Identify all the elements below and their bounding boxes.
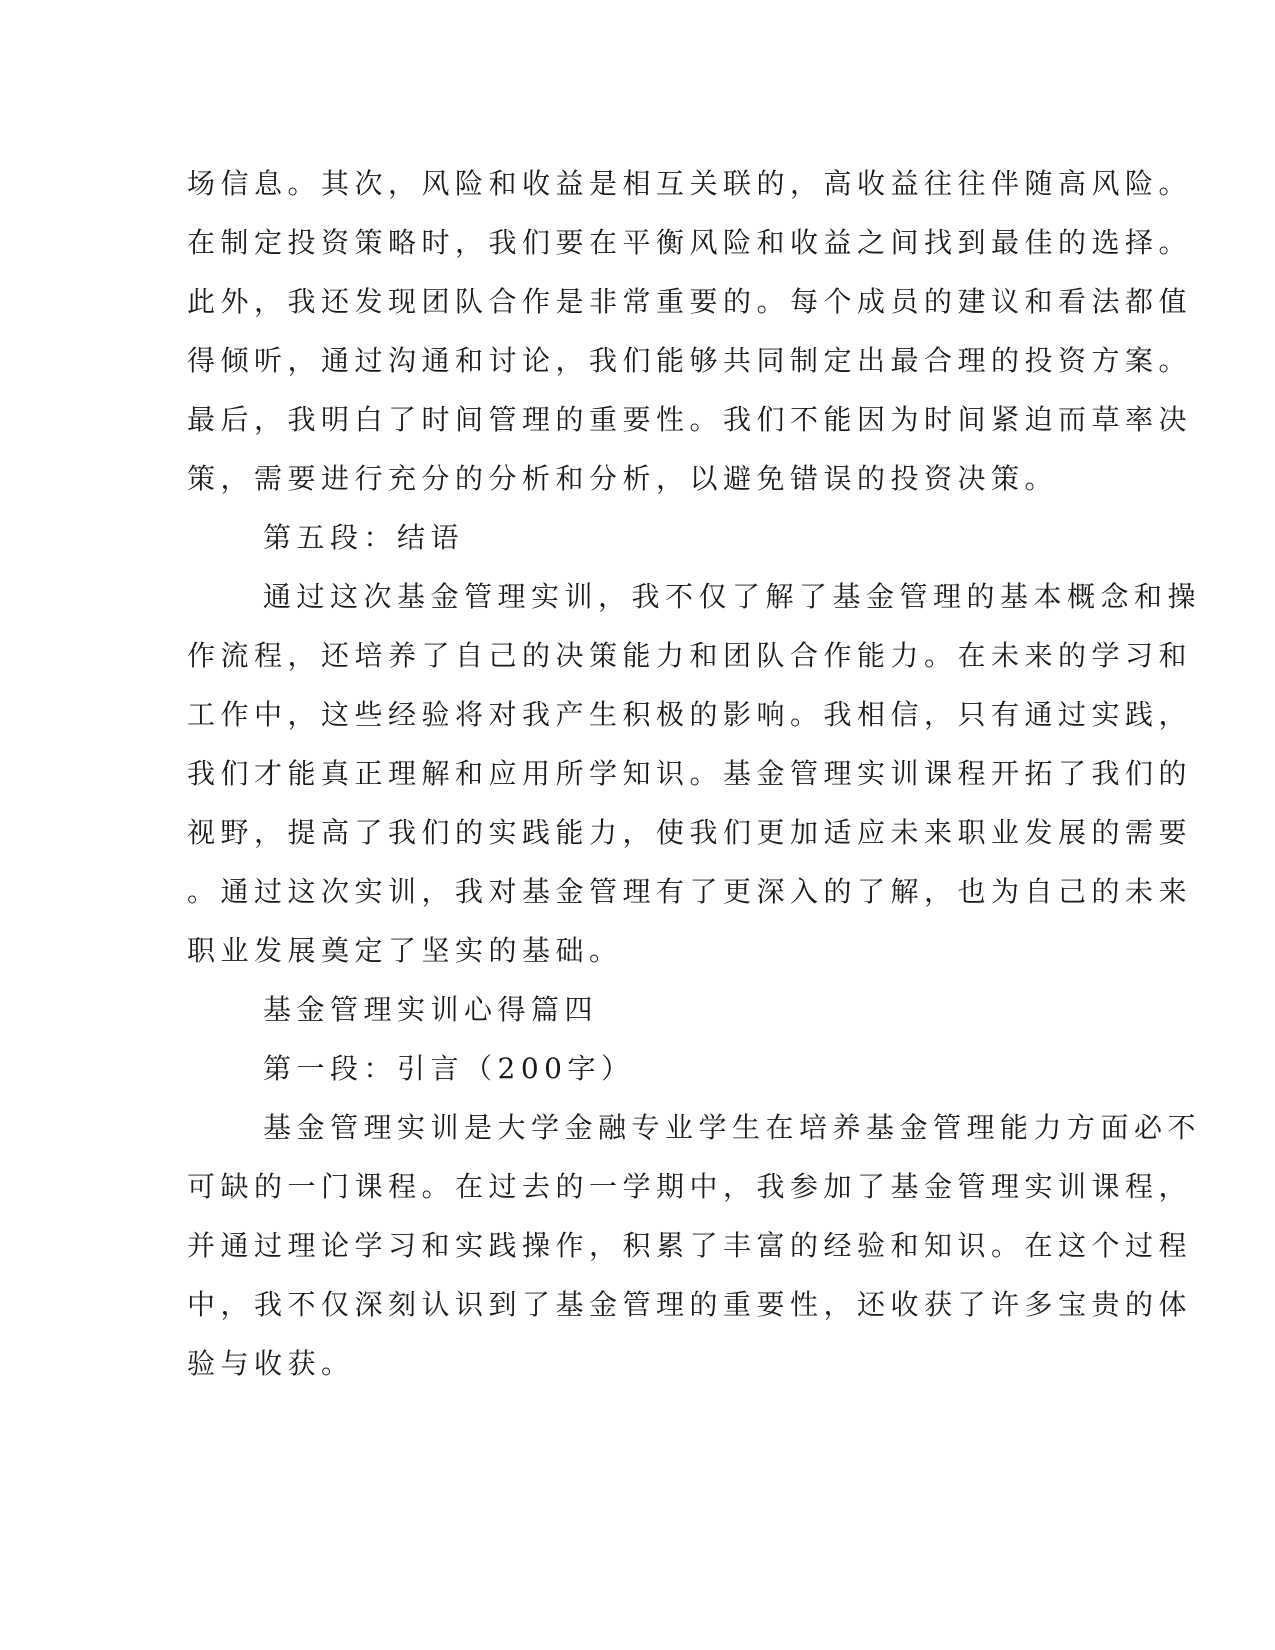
text-line: 我们才能真正理解和应用所学知识。基金管理实训课程开拓了我们的 xyxy=(187,757,1193,790)
text-line: 得倾听，通过沟通和讨论，我们能够共同制定出最合理的投资方案。 xyxy=(187,344,1193,377)
text-line: 通过这次基金管理实训，我不仅了解了基金管理的基本概念和操 xyxy=(263,580,1202,613)
text-line: 并通过理论学习和实践操作，积累了丰富的经验和知识。在这个过程 xyxy=(187,1229,1193,1262)
text-line: 在制定投资策略时，我们要在平衡风险和收益之间找到最佳的选择。 xyxy=(187,226,1193,259)
text-line: 作流程，还培养了自己的决策能力和团队合作能力。在未来的学习和 xyxy=(187,639,1193,672)
section-heading: 第五段：结语 xyxy=(263,521,465,554)
text-line: 验与收获。 xyxy=(187,1347,355,1380)
text-line: 职业发展奠定了坚实的基础。 xyxy=(187,934,623,967)
text-line: 中，我不仅深刻认识到了基金管理的重要性，还收获了许多宝贵的体 xyxy=(187,1288,1193,1321)
text-line: 可缺的一门课程。在过去的一学期中，我参加了基金管理实训课程， xyxy=(187,1170,1193,1203)
text-line: 策，需要进行充分的分析和分析，以避免错误的投资决策。 xyxy=(187,462,1059,495)
section-heading: 第一段：引言（200字） xyxy=(263,1052,635,1085)
text-line: 此外，我还发现团队合作是非常重要的。每个成员的建议和看法都值 xyxy=(187,285,1193,318)
text-line: 基金管理实训是大学金融专业学生在培养基金管理能力方面必不 xyxy=(263,1111,1202,1144)
article-title: 基金管理实训心得篇四 xyxy=(263,993,599,1026)
text-line: 场信息。其次，风险和收益是相互关联的，高收益往往伴随高风险。 xyxy=(187,167,1193,200)
text-line: 最后，我明白了时间管理的重要性。我们不能因为时间紧迫而草率决 xyxy=(187,403,1193,436)
text-line: 。通过这次实训，我对基金管理有了更深入的了解，也为自己的未来 xyxy=(187,875,1193,908)
text-line: 视野，提高了我们的实践能力，使我们更加适应未来职业发展的需要 xyxy=(187,816,1193,849)
text-line: 工作中，这些经验将对我产生积极的影响。我相信，只有通过实践， xyxy=(187,698,1193,731)
